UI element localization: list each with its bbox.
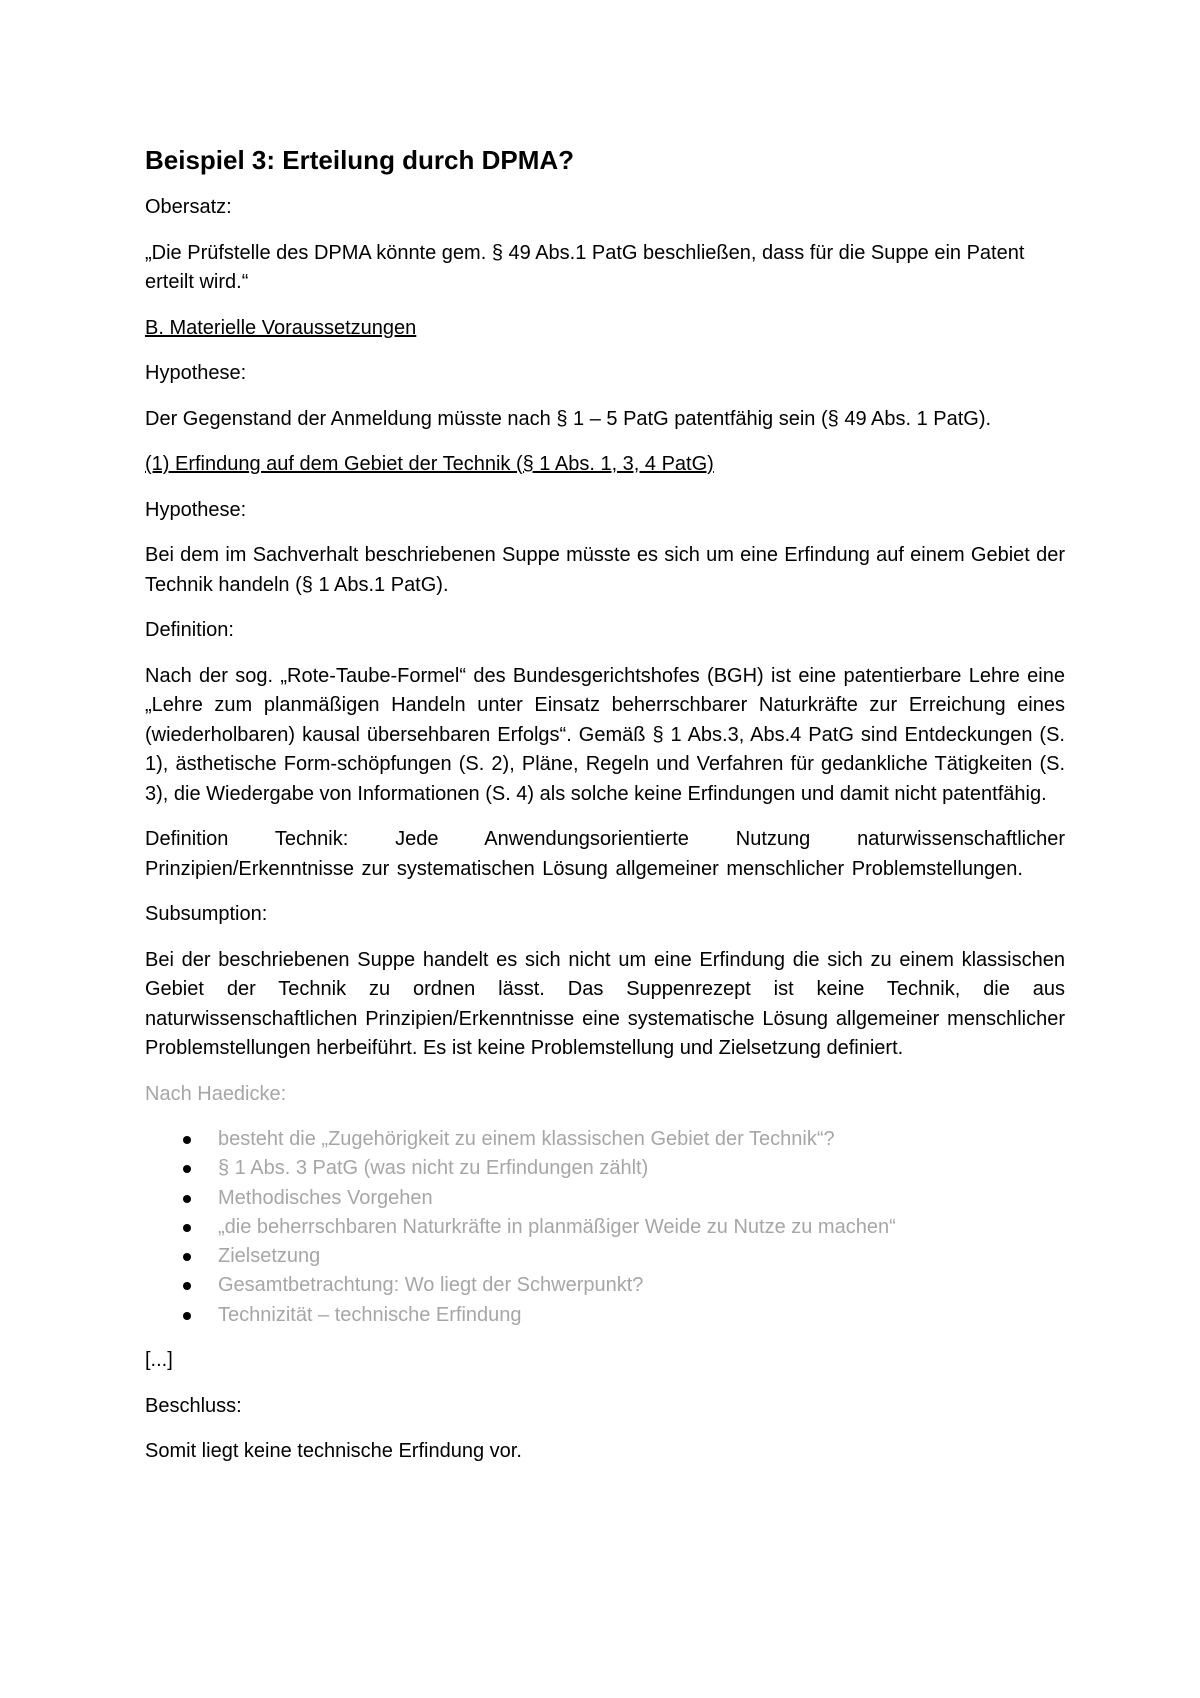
hypothese-label: Hypothese: xyxy=(145,362,247,384)
list-item xyxy=(145,1213,1065,1242)
bullet-icon xyxy=(183,1195,191,1203)
list-item xyxy=(145,1242,1065,1271)
hypothese-text: Der Gegenstand der Anmeldung müsste nach § 1 – 5 PatG patentfähig sein (§ 49 Abs. 1 PatG). xyxy=(145,407,992,430)
definition-text: Nach der sog. „Rote-Taube-Formel“ des Bundesgerichtshofes (BGH) ist eine patentierbare Lehre eine „Lehre zum planmäßigen Handeln unter Einsatz beherrschbarer Naturkräfte zur Erreichung eines (wiederholbaren) kausal übersehbaren Erfolgs“. Gemäß § 1 Abs.3, Abs.4 PatG sind Entdeckungen (S. 1), ästhetische Form-schöpfungen (S. 2), Pläne, Regeln und Verfahren für gedankliche Tätigkeiten (S. 3), die Wiedergabe von Informationen (S. 4) als solche keine Erfindungen und damit nicht patentfähig. xyxy=(145,664,1065,805)
obersatz-text: „Die Prüfstelle des DPMA könnte gem. § 49 Abs.1 PatG beschließen, dass für die Suppe ein Patent erteilt wird.“ xyxy=(145,241,1025,293)
definition-label: Definition: xyxy=(145,619,234,641)
subsumption-text: Bei der beschriebenen Suppe handelt es sich nicht um eine Erfindung die sich zu einem klassischen Gebiet der Technik zu ordnen lässt. Das Suppenrezept ist keine Technik, die aus naturwissenschaftlichen Prinzipien/Erkenntnisse eine systematische Lösung allgemeiner menschlicher Problemstellungen herbeiführt. Es ist keine Problemstellung und Zielsetzung definiert. xyxy=(145,948,1065,1059)
list-item xyxy=(145,1184,1065,1213)
list-item-text: Zielsetzung xyxy=(218,1245,321,1268)
list-item-text: § 1 Abs. 3 PatG (was nicht zu Erfindungen zählt) xyxy=(218,1157,649,1180)
bullet-icon xyxy=(183,1312,191,1320)
bullet-icon xyxy=(183,1165,191,1173)
list-item-text: Gesamtbetrachtung: Wo liegt der Schwerpunkt? xyxy=(218,1274,644,1297)
list-item xyxy=(145,1271,1065,1300)
list-item xyxy=(145,1125,1065,1154)
subsumption-label: Subsumption: xyxy=(145,903,268,925)
haedicke-list xyxy=(145,1125,1065,1330)
list-item xyxy=(145,1301,1065,1330)
list-item xyxy=(145,1154,1065,1183)
beschluss-text: Somit liegt keine technische Erfindung vor. xyxy=(145,1440,522,1463)
definition-technik-text: Definition Technik: Jede Anwendungsorientierte Nutzung naturwissenschaftlicher Prinzipien/Erkenntnisse zur systematischen Lösung allgemeiner menschlicher Problemstellungen. xyxy=(145,828,1065,880)
hypothese-label: Hypothese: xyxy=(145,498,247,521)
bullet-icon xyxy=(183,1136,191,1144)
haedicke-label: Nach Haedicke: xyxy=(145,1082,287,1105)
document-page xyxy=(145,143,1065,1483)
subsection-heading-erfindung: (1) Erfindung auf dem Gebiet der Technik (§ 1 Abs. 1, 3, 4 PatG) xyxy=(145,453,714,475)
list-item-text: Methodisches Vorgehen xyxy=(218,1186,433,1209)
page-title: Beispiel 3: Erteilung durch DPMA? xyxy=(145,145,575,175)
list-item-text: „die beherrschbaren Naturkräfte in planmäßiger Weide zu Nutze zu machen“ xyxy=(218,1215,896,1238)
beschluss-label: Beschluss: xyxy=(145,1394,242,1417)
list-item-text: besteht die „Zugehörigkeit zu einem klassischen Gebiet der Technik“? xyxy=(218,1128,835,1150)
section-heading-materielle-voraussetzungen: B. Materielle Voraussetzungen xyxy=(145,316,417,339)
hypothese-text: Bei dem im Sachverhalt beschriebenen Suppe müsste es sich um eine Erfindung auf einem Gebiet der Technik handeln (§ 1 Abs.1 PatG). xyxy=(145,544,1065,596)
obersatz-label: Obersatz: xyxy=(145,196,232,218)
bullet-icon xyxy=(183,1282,191,1290)
bullet-icon xyxy=(183,1253,191,1261)
bullet-icon xyxy=(183,1224,191,1232)
ellipsis-text: [...] xyxy=(145,1349,173,1372)
list-item-text: Technizität – technische Erfindung xyxy=(218,1303,522,1326)
